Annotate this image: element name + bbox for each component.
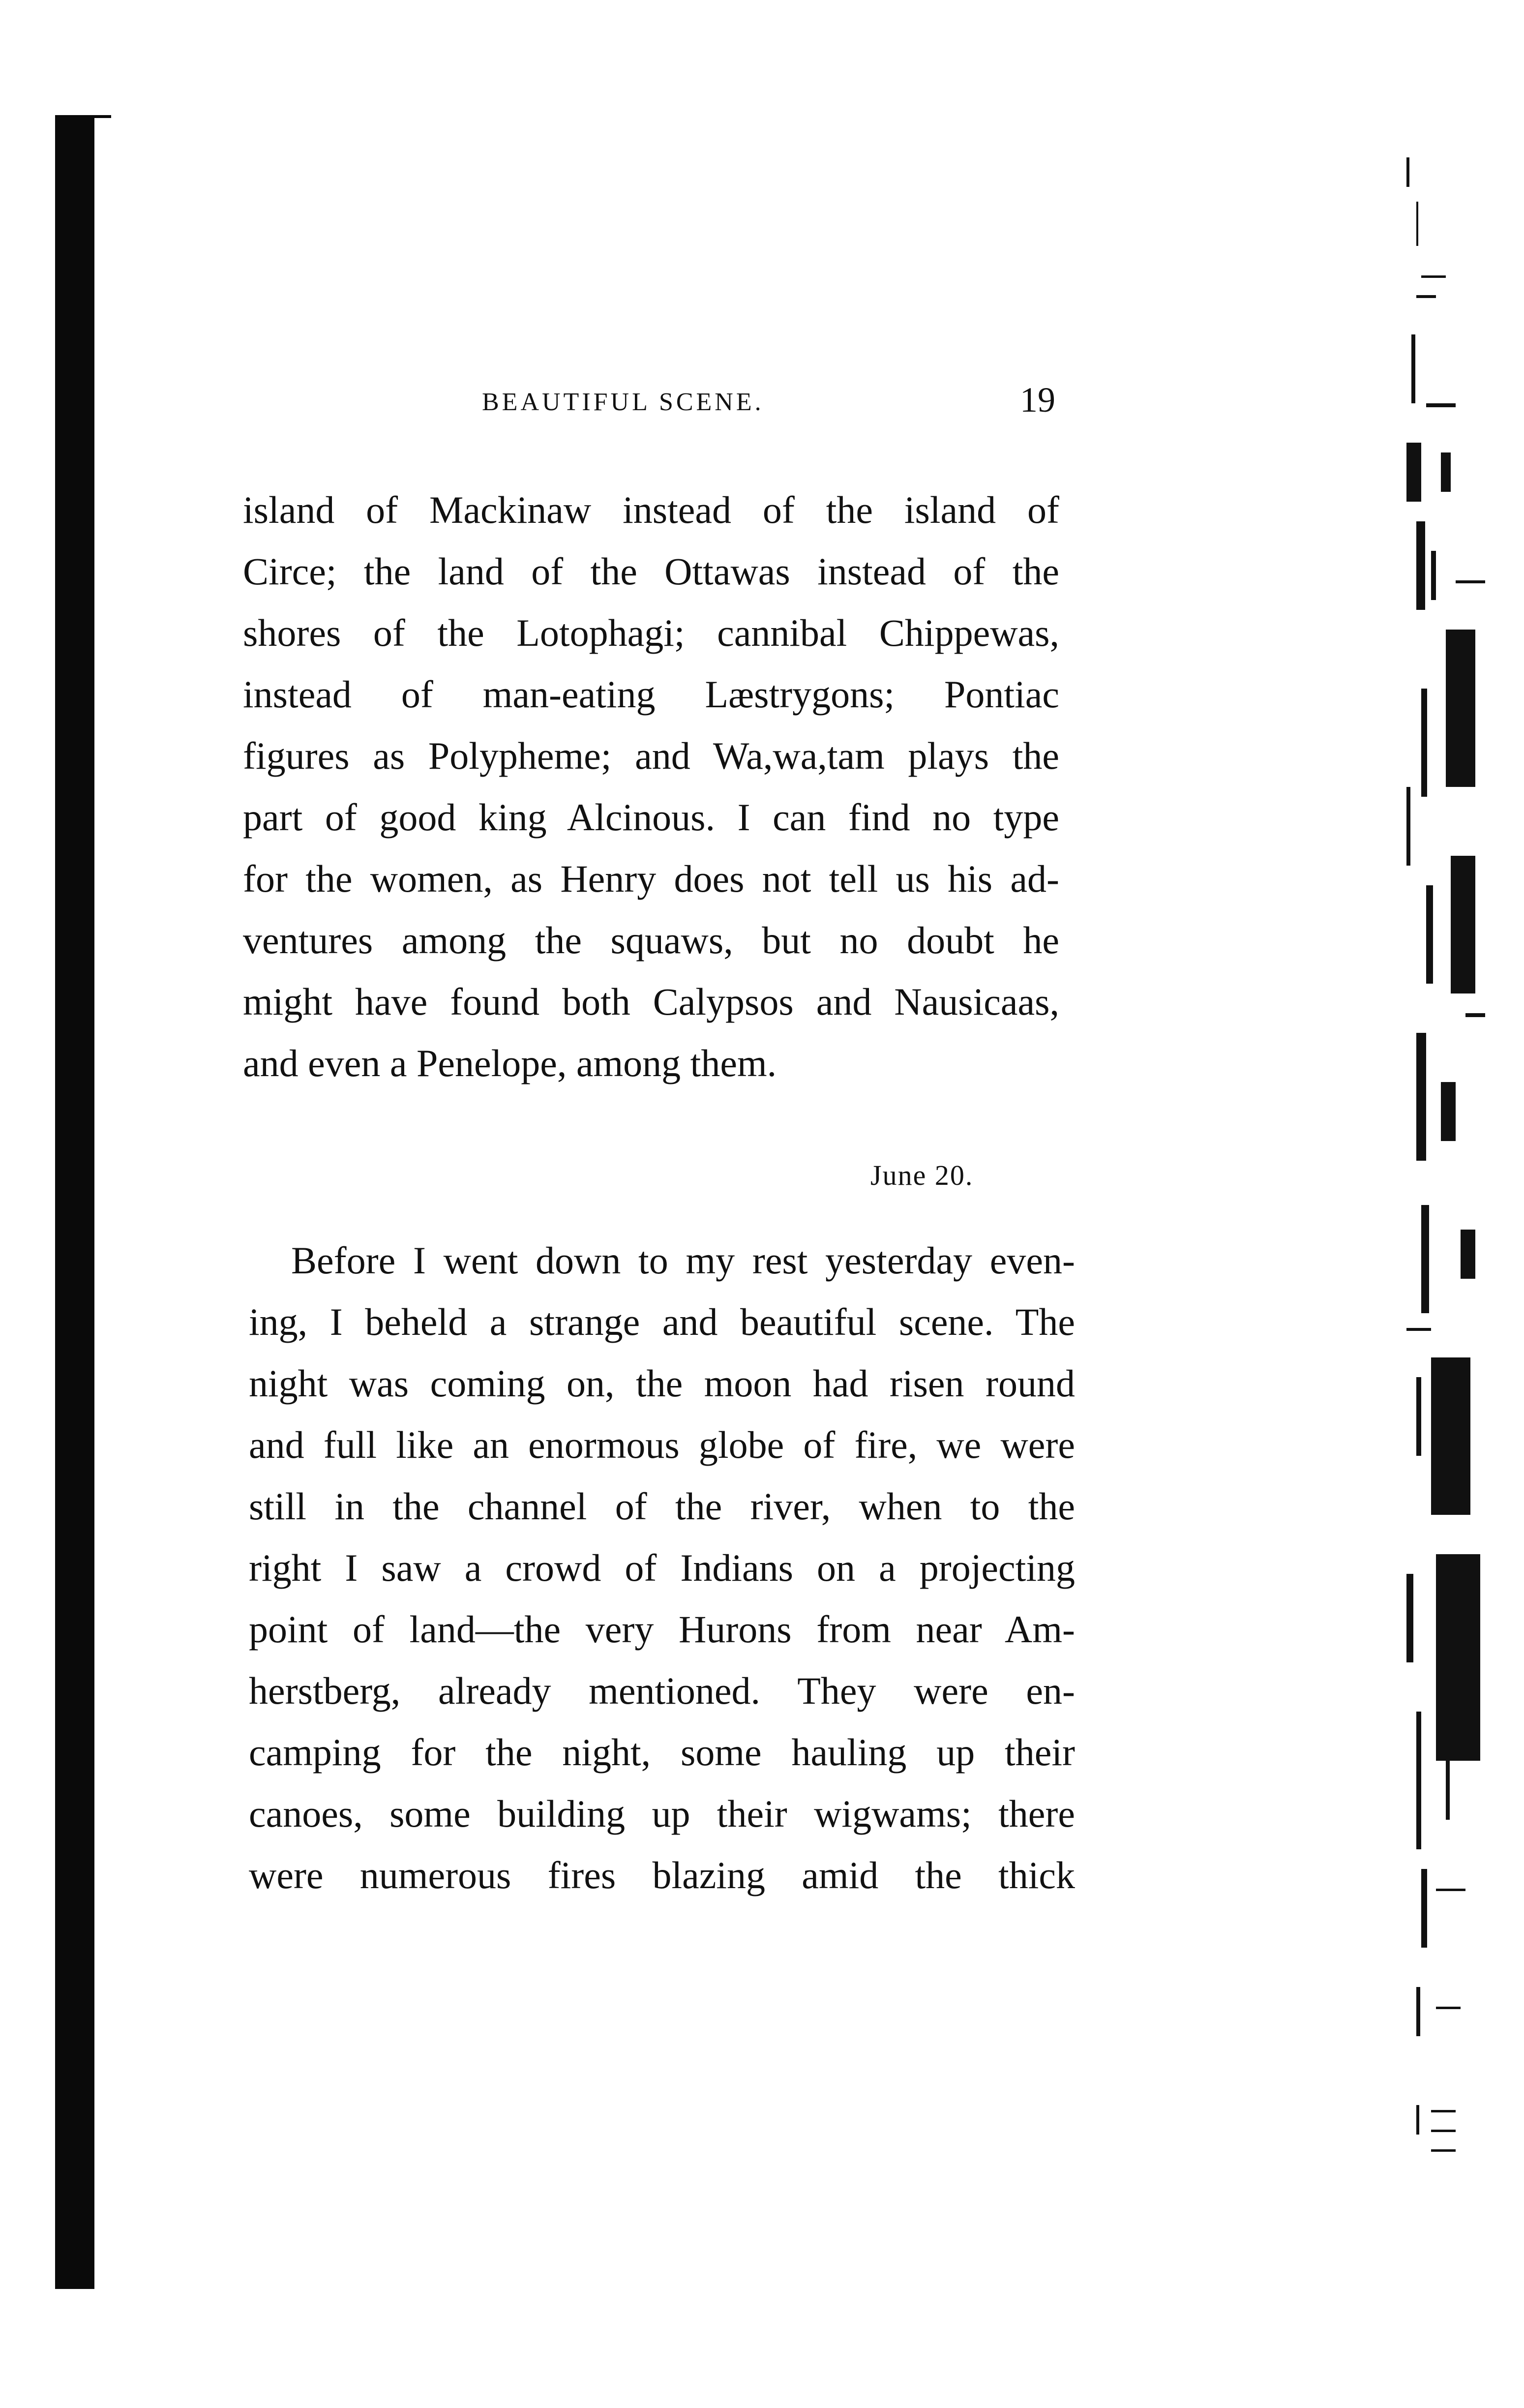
text-line: might have found both Calypsos and Nausicaas, [243,980,1059,1023]
text-line: night was coming on, the moon had risen round [249,1362,1075,1405]
text-line: ventures among the squaws, but no doubt he [243,919,1059,962]
date-heading: June 20. [870,1159,974,1191]
page-number: 19 [1020,380,1055,420]
text-line: right I saw a crowd of Indians on a projecting [249,1546,1075,1589]
text-line: shores of the Lotophagi; cannibal Chippewas, [243,611,1059,654]
binding-edge-tick [94,115,111,118]
text-line: point of land—the very Hurons from near Am- [249,1608,1075,1651]
text-line: still in the channel of the river, when to the [249,1485,1075,1528]
scanned-page-edge-right [1387,148,1485,2213]
text-line: for the women, as Henry does not tell us his ad- [243,857,1059,900]
text-line: were numerous fires blazing amid the thick [249,1854,1075,1896]
paragraph-two [249,1230,1075,1906]
text-line: herstberg, already mentioned. They were en- [249,1669,1075,1712]
text-line: canoes, some building up their wigwams; there [249,1792,1075,1835]
text-line: Circe; the land of the Ottawas instead of the [243,550,1059,593]
text-line: part of good king Alcinous. I can find no type [243,796,1059,839]
text-line: and full like an enormous globe of fire, we were [249,1423,1075,1466]
text-line: instead of man-eating Læstrygons; Pontiac [243,673,1059,716]
binding-edge-left [55,115,94,2289]
running-head: BEAUTIFUL SCENE. [482,388,764,416]
text-line: island of Mackinaw instead of the island of [243,488,1059,531]
text-line: Before I went down to my rest yesterday even- [291,1239,1075,1282]
paragraph-one [243,479,1059,1094]
text-line: figures as Polypheme; and Wa,wa,tam plays the [243,734,1059,777]
text-line: camping for the night, some hauling up their [249,1731,1075,1774]
text-line: and even a Penelope, among them. [243,1042,777,1084]
text-line: ing, I beheld a strange and beautiful scene. The [249,1300,1075,1343]
